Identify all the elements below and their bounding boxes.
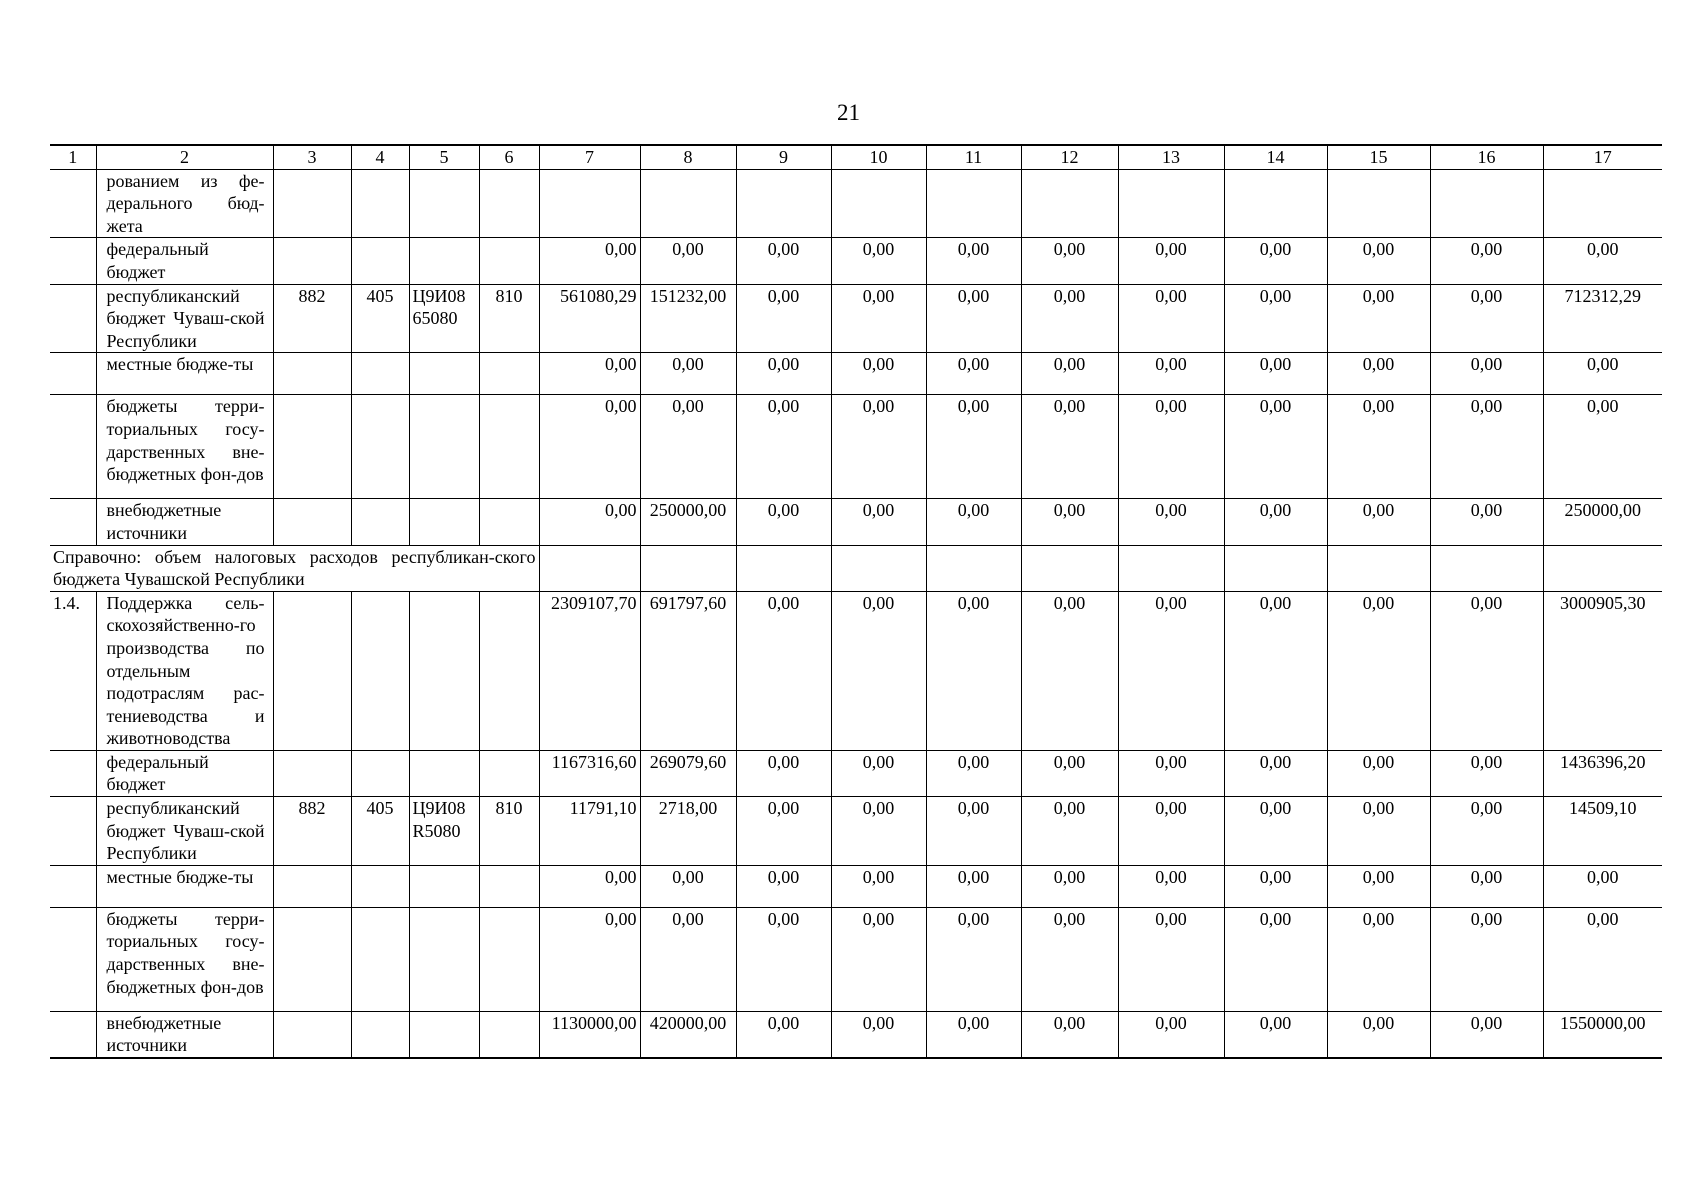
header-cell-14: 14 [1224, 145, 1327, 169]
value-col-12: 0,00 [1021, 238, 1118, 284]
col-6-code [479, 395, 539, 499]
value-col-12: 0,00 [1021, 395, 1118, 499]
value-col-15: 0,00 [1327, 797, 1430, 866]
value-col-7: 561080,29 [539, 284, 640, 353]
table-row [50, 750, 1662, 796]
value-col-10: 0,00 [831, 907, 926, 1011]
value-col-16: 0,00 [1430, 797, 1543, 866]
value-col-15: 0,00 [1327, 907, 1430, 1011]
col-5-code [409, 353, 479, 395]
value-col-11: 0,00 [926, 797, 1021, 866]
value-col-15: 0,00 [1327, 284, 1430, 353]
value-col-7: 2309107,70 [539, 591, 640, 750]
value-col-11: 0,00 [926, 395, 1021, 499]
value-col-10: 0,00 [831, 1011, 926, 1058]
row-number [50, 1011, 96, 1058]
value-col-15: 0,00 [1327, 865, 1430, 907]
value-col-7: 0,00 [539, 238, 640, 284]
col-5-code [409, 238, 479, 284]
value-col-9: 0,00 [736, 750, 831, 796]
value-col-12: 0,00 [1021, 284, 1118, 353]
row-number [50, 907, 96, 1011]
col-6-code [479, 591, 539, 750]
col-3-code: 882 [273, 797, 351, 866]
col-3-code [273, 907, 351, 1011]
row-name: рованием из фе-дерального бюд-жета [96, 169, 273, 238]
row-name: республиканский бюджет Чуваш-ской Республики [96, 284, 273, 353]
row-name: местные бюдже-ты [96, 353, 273, 395]
value-col-17 [1543, 545, 1662, 591]
value-col-13: 0,00 [1118, 284, 1224, 353]
value-col-10 [831, 545, 926, 591]
reference-text: Справочно: объем налоговых расходов республикан-ского бюджета Чувашской Республики [50, 545, 539, 591]
value-col-13: 0,00 [1118, 591, 1224, 750]
value-col-8: 0,00 [640, 395, 736, 499]
header-cell-13: 13 [1118, 145, 1224, 169]
table-row [50, 865, 1662, 907]
row-name: местные бюдже-ты [96, 865, 273, 907]
value-col-8: 250000,00 [640, 499, 736, 545]
value-col-8: 691797,60 [640, 591, 736, 750]
value-col-12 [1021, 545, 1118, 591]
value-col-12: 0,00 [1021, 907, 1118, 1011]
value-col-17: 0,00 [1543, 238, 1662, 284]
value-col-11: 0,00 [926, 907, 1021, 1011]
value-col-7: 11791,10 [539, 797, 640, 866]
col-6-code [479, 750, 539, 796]
col-3-code [273, 169, 351, 238]
col-6-code [479, 238, 539, 284]
col-3-code [273, 591, 351, 750]
col-4-code [351, 1011, 409, 1058]
col-3-code [273, 1011, 351, 1058]
value-col-17: 0,00 [1543, 395, 1662, 499]
value-col-8 [640, 169, 736, 238]
header-cell-3: 3 [273, 145, 351, 169]
value-col-16: 0,00 [1430, 284, 1543, 353]
col-4-code [351, 907, 409, 1011]
value-col-10: 0,00 [831, 284, 926, 353]
value-col-7: 1130000,00 [539, 1011, 640, 1058]
value-col-11: 0,00 [926, 499, 1021, 545]
value-col-16: 0,00 [1430, 238, 1543, 284]
value-col-11: 0,00 [926, 1011, 1021, 1058]
col-6-code [479, 353, 539, 395]
value-col-17: 0,00 [1543, 907, 1662, 1011]
row-number: 1.4. [50, 591, 96, 750]
value-col-12: 0,00 [1021, 499, 1118, 545]
col-4-code [351, 865, 409, 907]
row-number [50, 499, 96, 545]
value-col-11: 0,00 [926, 284, 1021, 353]
row-number [50, 284, 96, 353]
table-body [50, 145, 1662, 1058]
row-number [50, 750, 96, 796]
value-col-8 [640, 545, 736, 591]
value-col-9: 0,00 [736, 797, 831, 866]
col-4-code: 405 [351, 284, 409, 353]
header-cell-9: 9 [736, 145, 831, 169]
value-col-12: 0,00 [1021, 797, 1118, 866]
value-col-10: 0,00 [831, 395, 926, 499]
header-cell-17: 17 [1543, 145, 1662, 169]
value-col-15: 0,00 [1327, 1011, 1430, 1058]
value-col-16: 0,00 [1430, 499, 1543, 545]
value-col-15 [1327, 169, 1430, 238]
value-col-15: 0,00 [1327, 750, 1430, 796]
reference-row [50, 545, 1662, 591]
header-cell-12: 12 [1021, 145, 1118, 169]
value-col-9: 0,00 [736, 284, 831, 353]
value-col-13: 0,00 [1118, 395, 1224, 499]
value-col-12: 0,00 [1021, 1011, 1118, 1058]
value-col-8: 0,00 [640, 238, 736, 284]
header-cell-7: 7 [539, 145, 640, 169]
value-col-17: 1550000,00 [1543, 1011, 1662, 1058]
value-col-8: 0,00 [640, 865, 736, 907]
row-number [50, 353, 96, 395]
value-col-17: 712312,29 [1543, 284, 1662, 353]
row-number [50, 797, 96, 866]
value-col-14: 0,00 [1224, 865, 1327, 907]
col-3-code [273, 865, 351, 907]
value-col-11 [926, 169, 1021, 238]
row-name: бюджеты терри-ториальных госу-дарственных вне-бюджетных фон-дов [96, 395, 273, 499]
value-col-12: 0,00 [1021, 865, 1118, 907]
col-6-code [479, 169, 539, 238]
value-col-16: 0,00 [1430, 395, 1543, 499]
row-number [50, 865, 96, 907]
value-col-13: 0,00 [1118, 1011, 1224, 1058]
value-col-14: 0,00 [1224, 1011, 1327, 1058]
value-col-17: 3000905,30 [1543, 591, 1662, 750]
col-3-code [273, 499, 351, 545]
page-number: 21 [837, 100, 860, 125]
value-col-9: 0,00 [736, 238, 831, 284]
table-row [50, 238, 1662, 284]
value-col-14: 0,00 [1224, 797, 1327, 866]
col-6-code [479, 907, 539, 1011]
col-4-code [351, 750, 409, 796]
value-col-9: 0,00 [736, 353, 831, 395]
col-6-code: 810 [479, 797, 539, 866]
col-4-code [351, 238, 409, 284]
header-cell-5: 5 [409, 145, 479, 169]
col-4-code [351, 395, 409, 499]
row-number [50, 238, 96, 284]
value-col-11: 0,00 [926, 353, 1021, 395]
value-col-8: 0,00 [640, 353, 736, 395]
table-row [50, 797, 1662, 866]
value-col-14 [1224, 169, 1327, 238]
value-col-16: 0,00 [1430, 1011, 1543, 1058]
row-name: внебюджетные источники [96, 1011, 273, 1058]
value-col-13: 0,00 [1118, 907, 1224, 1011]
col-3-code: 882 [273, 284, 351, 353]
col-5-code [409, 499, 479, 545]
header-cell-4: 4 [351, 145, 409, 169]
value-col-10: 0,00 [831, 797, 926, 866]
value-col-7: 0,00 [539, 395, 640, 499]
value-col-11: 0,00 [926, 591, 1021, 750]
value-col-13: 0,00 [1118, 865, 1224, 907]
value-col-8: 2718,00 [640, 797, 736, 866]
col-5-code [409, 907, 479, 1011]
row-name: внебюджетные источники [96, 499, 273, 545]
header-cell-10: 10 [831, 145, 926, 169]
value-col-14: 0,00 [1224, 284, 1327, 353]
header-cell-8: 8 [640, 145, 736, 169]
value-col-9: 0,00 [736, 395, 831, 499]
value-col-11: 0,00 [926, 750, 1021, 796]
value-col-16: 0,00 [1430, 353, 1543, 395]
value-col-10: 0,00 [831, 353, 926, 395]
table-row [50, 284, 1662, 353]
col-5-code [409, 865, 479, 907]
row-number [50, 169, 96, 238]
value-col-10: 0,00 [831, 238, 926, 284]
value-col-12: 0,00 [1021, 750, 1118, 796]
value-col-11: 0,00 [926, 865, 1021, 907]
value-col-17: 1436396,20 [1543, 750, 1662, 796]
col-5-code [409, 1011, 479, 1058]
value-col-13: 0,00 [1118, 797, 1224, 866]
value-col-7: 0,00 [539, 865, 640, 907]
value-col-17: 0,00 [1543, 353, 1662, 395]
value-col-8: 151232,00 [640, 284, 736, 353]
value-col-9: 0,00 [736, 499, 831, 545]
value-col-10: 0,00 [831, 865, 926, 907]
value-col-13 [1118, 169, 1224, 238]
value-col-7: 0,00 [539, 499, 640, 545]
value-col-12 [1021, 169, 1118, 238]
value-col-7: 0,00 [539, 353, 640, 395]
value-col-9: 0,00 [736, 865, 831, 907]
row-name: бюджеты терри-ториальных госу-дарственных вне-бюджетных фон-дов [96, 907, 273, 1011]
col-5-code [409, 591, 479, 750]
value-col-14: 0,00 [1224, 238, 1327, 284]
table-row [50, 907, 1662, 1011]
value-col-12: 0,00 [1021, 353, 1118, 395]
table-row [50, 353, 1662, 395]
value-col-10: 0,00 [831, 591, 926, 750]
value-col-13: 0,00 [1118, 750, 1224, 796]
value-col-15: 0,00 [1327, 395, 1430, 499]
value-col-7 [539, 169, 640, 238]
col-6-code [479, 1011, 539, 1058]
value-col-8: 420000,00 [640, 1011, 736, 1058]
value-col-13: 0,00 [1118, 353, 1224, 395]
value-col-17: 250000,00 [1543, 499, 1662, 545]
value-col-8: 0,00 [640, 907, 736, 1011]
value-col-14 [1224, 545, 1327, 591]
row-name: Поддержка сель-скохозяйственно-го производства по отдельным подотраслям рас-тениеводства и животноводства [96, 591, 273, 750]
header-cell-2: 2 [96, 145, 273, 169]
col-6-code [479, 499, 539, 545]
header-cell-6: 6 [479, 145, 539, 169]
value-col-9 [736, 545, 831, 591]
value-col-17: 14509,10 [1543, 797, 1662, 866]
value-col-16: 0,00 [1430, 591, 1543, 750]
value-col-11 [926, 545, 1021, 591]
value-col-15 [1327, 545, 1430, 591]
value-col-16: 0,00 [1430, 750, 1543, 796]
value-col-14: 0,00 [1224, 395, 1327, 499]
col-5-code [409, 169, 479, 238]
value-col-10: 0,00 [831, 499, 926, 545]
col-4-code: 405 [351, 797, 409, 866]
value-col-17: 0,00 [1543, 865, 1662, 907]
value-col-16: 0,00 [1430, 865, 1543, 907]
value-col-13: 0,00 [1118, 238, 1224, 284]
row-name: федеральный бюджет [96, 238, 273, 284]
header-cell-16: 16 [1430, 145, 1543, 169]
value-col-13: 0,00 [1118, 499, 1224, 545]
col-4-code [351, 499, 409, 545]
value-col-9 [736, 169, 831, 238]
value-col-14: 0,00 [1224, 750, 1327, 796]
col-6-code: 810 [479, 284, 539, 353]
value-col-15: 0,00 [1327, 591, 1430, 750]
col-5-code: Ц9И08 R5080 [409, 797, 479, 866]
value-col-14: 0,00 [1224, 591, 1327, 750]
value-col-15: 0,00 [1327, 238, 1430, 284]
value-col-14: 0,00 [1224, 907, 1327, 1011]
value-col-16 [1430, 169, 1543, 238]
value-col-9: 0,00 [736, 1011, 831, 1058]
col-6-code [479, 865, 539, 907]
col-3-code [273, 395, 351, 499]
row-name: республиканский бюджет Чуваш-ской Республики [96, 797, 273, 866]
col-3-code [273, 353, 351, 395]
table-row [50, 395, 1662, 499]
table-row [50, 169, 1662, 238]
value-col-7: 1167316,60 [539, 750, 640, 796]
col-5-code: Ц9И08 65080 [409, 284, 479, 353]
table-row [50, 499, 1662, 545]
row-name: федеральный бюджет [96, 750, 273, 796]
value-col-14: 0,00 [1224, 499, 1327, 545]
table-row [50, 591, 1662, 750]
value-col-10: 0,00 [831, 750, 926, 796]
value-col-16 [1430, 545, 1543, 591]
value-col-16: 0,00 [1430, 907, 1543, 1011]
table-row [50, 1011, 1662, 1058]
col-4-code [351, 353, 409, 395]
header-cell-15: 15 [1327, 145, 1430, 169]
value-col-10 [831, 169, 926, 238]
value-col-9: 0,00 [736, 591, 831, 750]
header-cell-1: 1 [50, 145, 96, 169]
header-cell-11: 11 [926, 145, 1021, 169]
value-col-12: 0,00 [1021, 591, 1118, 750]
col-4-code [351, 591, 409, 750]
col-3-code [273, 750, 351, 796]
col-5-code [409, 750, 479, 796]
header-row [50, 145, 1662, 169]
value-col-15: 0,00 [1327, 499, 1430, 545]
row-number [50, 395, 96, 499]
value-col-7 [539, 545, 640, 591]
col-4-code [351, 169, 409, 238]
value-col-13 [1118, 545, 1224, 591]
value-col-11: 0,00 [926, 238, 1021, 284]
budget-table [50, 144, 1662, 1059]
value-col-9: 0,00 [736, 907, 831, 1011]
value-col-14: 0,00 [1224, 353, 1327, 395]
value-col-15: 0,00 [1327, 353, 1430, 395]
value-col-7: 0,00 [539, 907, 640, 1011]
value-col-8: 269079,60 [640, 750, 736, 796]
col-5-code [409, 395, 479, 499]
col-3-code [273, 238, 351, 284]
value-col-17 [1543, 169, 1662, 238]
